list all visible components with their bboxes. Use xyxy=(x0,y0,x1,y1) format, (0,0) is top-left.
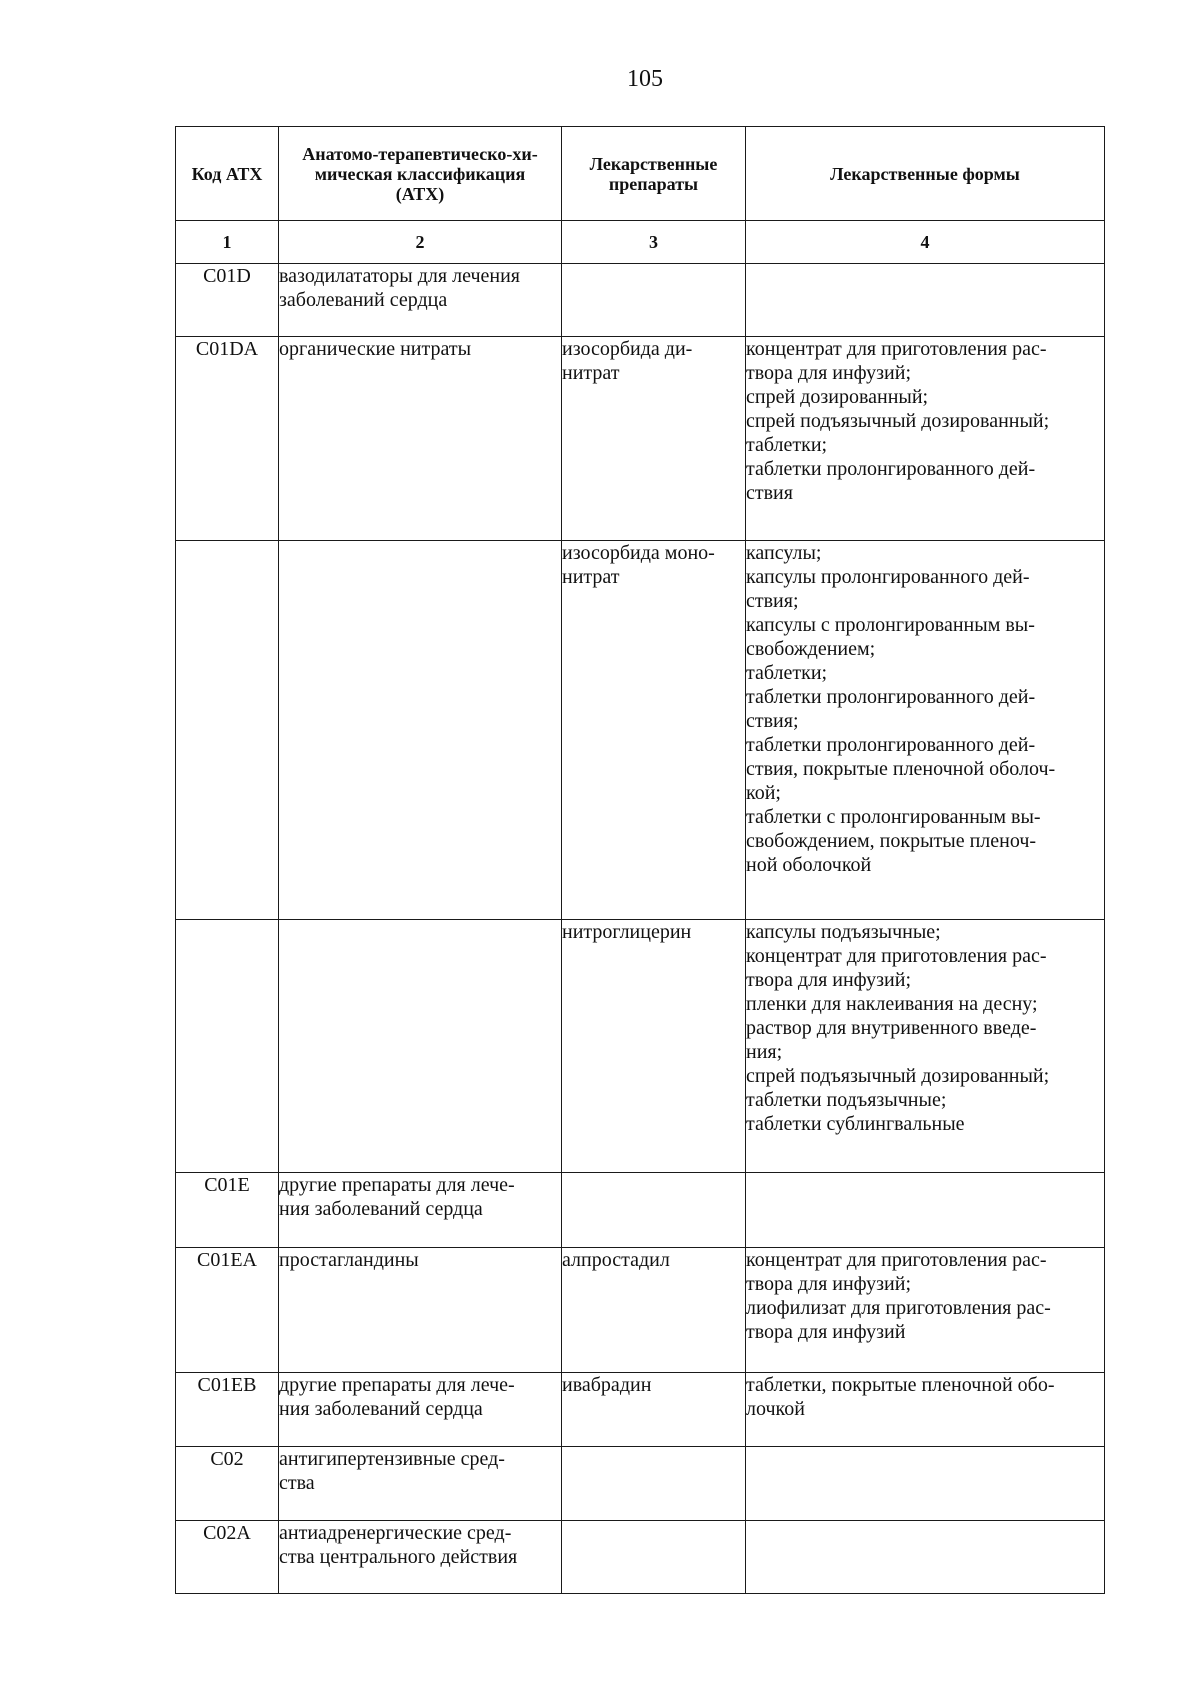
table-row xyxy=(176,337,1105,541)
atx-code-cell: C01D xyxy=(176,264,279,337)
classification-cell: антиадренергические сред- ства центрального действия xyxy=(279,1521,562,1594)
forms-cell: капсулы; капсулы пролонгированного дей- ствия; капсулы с пролонгированным вы- свобождением; таблетки; таблетки пролонгированного дей- ствия; таблетки пролонгированного дей- ствия, покрытые пленочной оболоч- кой; таблетки с пролонгированным вы- свобождением, покрытые пленоч- ной оболочкой xyxy=(746,541,1105,920)
column-number: 3 xyxy=(562,221,746,264)
header-drugs: Лекарственные препараты xyxy=(562,127,746,221)
table-row xyxy=(176,264,1105,337)
forms-cell xyxy=(746,1521,1105,1594)
classification-cell: органические нитраты xyxy=(279,337,562,541)
atx-code-cell: C01DA xyxy=(176,337,279,541)
forms-cell: таблетки, покрытые пленочной обо- лочкой xyxy=(746,1373,1105,1447)
drug-cell: изосорбида моно- нитрат xyxy=(562,541,746,920)
classification-cell: простагландины xyxy=(279,1248,562,1373)
atx-code-cell xyxy=(176,541,279,920)
drug-cell: алпростадил xyxy=(562,1248,746,1373)
atx-code-cell: C01EB xyxy=(176,1373,279,1447)
classification-cell xyxy=(279,920,562,1173)
column-number: 1 xyxy=(176,221,279,264)
forms-cell xyxy=(746,1173,1105,1248)
classification-cell xyxy=(279,541,562,920)
drug-cell xyxy=(562,1447,746,1521)
atx-code-cell: C02 xyxy=(176,1447,279,1521)
forms-cell xyxy=(746,1447,1105,1521)
header-forms: Лекарственные формы xyxy=(746,127,1105,221)
atx-code-cell: C01E xyxy=(176,1173,279,1248)
header-code: Код АТХ xyxy=(176,127,279,221)
page-number: 105 xyxy=(627,66,663,92)
table-row xyxy=(176,1373,1105,1447)
atx-code-cell xyxy=(176,920,279,1173)
forms-cell: концентрат для приготовления рас- твора для инфузий; спрей дозированный; спрей подъязычный дозированный; таблетки; таблетки пролонгированного дей- ствия xyxy=(746,337,1105,541)
table-row xyxy=(176,1447,1105,1521)
drug-cell: нитроглицерин xyxy=(562,920,746,1173)
header-classification: Анатомо-терапевтическо-хи- мическая классификация (АТХ) xyxy=(279,127,562,221)
classification-cell: другие препараты для лече- ния заболеваний сердца xyxy=(279,1173,562,1248)
drug-cell: изосорбида ди- нитрат xyxy=(562,337,746,541)
drug-cell xyxy=(562,1521,746,1594)
atx-table xyxy=(175,126,1105,1594)
drug-cell: ивабрадин xyxy=(562,1373,746,1447)
table-row xyxy=(176,1248,1105,1373)
atx-code-cell: C01EA xyxy=(176,1248,279,1373)
drug-cell xyxy=(562,1173,746,1248)
column-number-row xyxy=(176,221,1105,264)
classification-cell: вазодилататоры для лечения заболеваний сердца xyxy=(279,264,562,337)
forms-cell: концентрат для приготовления рас- твора для инфузий; лиофилизат для приготовления рас- твора для инфузий xyxy=(746,1248,1105,1373)
table-row xyxy=(176,541,1105,920)
header-row xyxy=(176,127,1105,221)
forms-cell xyxy=(746,264,1105,337)
column-number: 4 xyxy=(746,221,1105,264)
classification-cell: антигипертензивные сред- ства xyxy=(279,1447,562,1521)
column-number: 2 xyxy=(279,221,562,264)
atx-code-cell: C02A xyxy=(176,1521,279,1594)
table-row xyxy=(176,920,1105,1173)
table-row xyxy=(176,1173,1105,1248)
classification-cell: другие препараты для лече- ния заболеваний сердца xyxy=(279,1373,562,1447)
table-row xyxy=(176,1521,1105,1594)
drug-cell xyxy=(562,264,746,337)
forms-cell: капсулы подъязычные; концентрат для приготовления рас- твора для инфузий; пленки для наклеивания на десну; раствор для внутривенного введе- ния; спрей подъязычный дозированный; таблетки подъязычные; таблетки сублингвальные xyxy=(746,920,1105,1173)
